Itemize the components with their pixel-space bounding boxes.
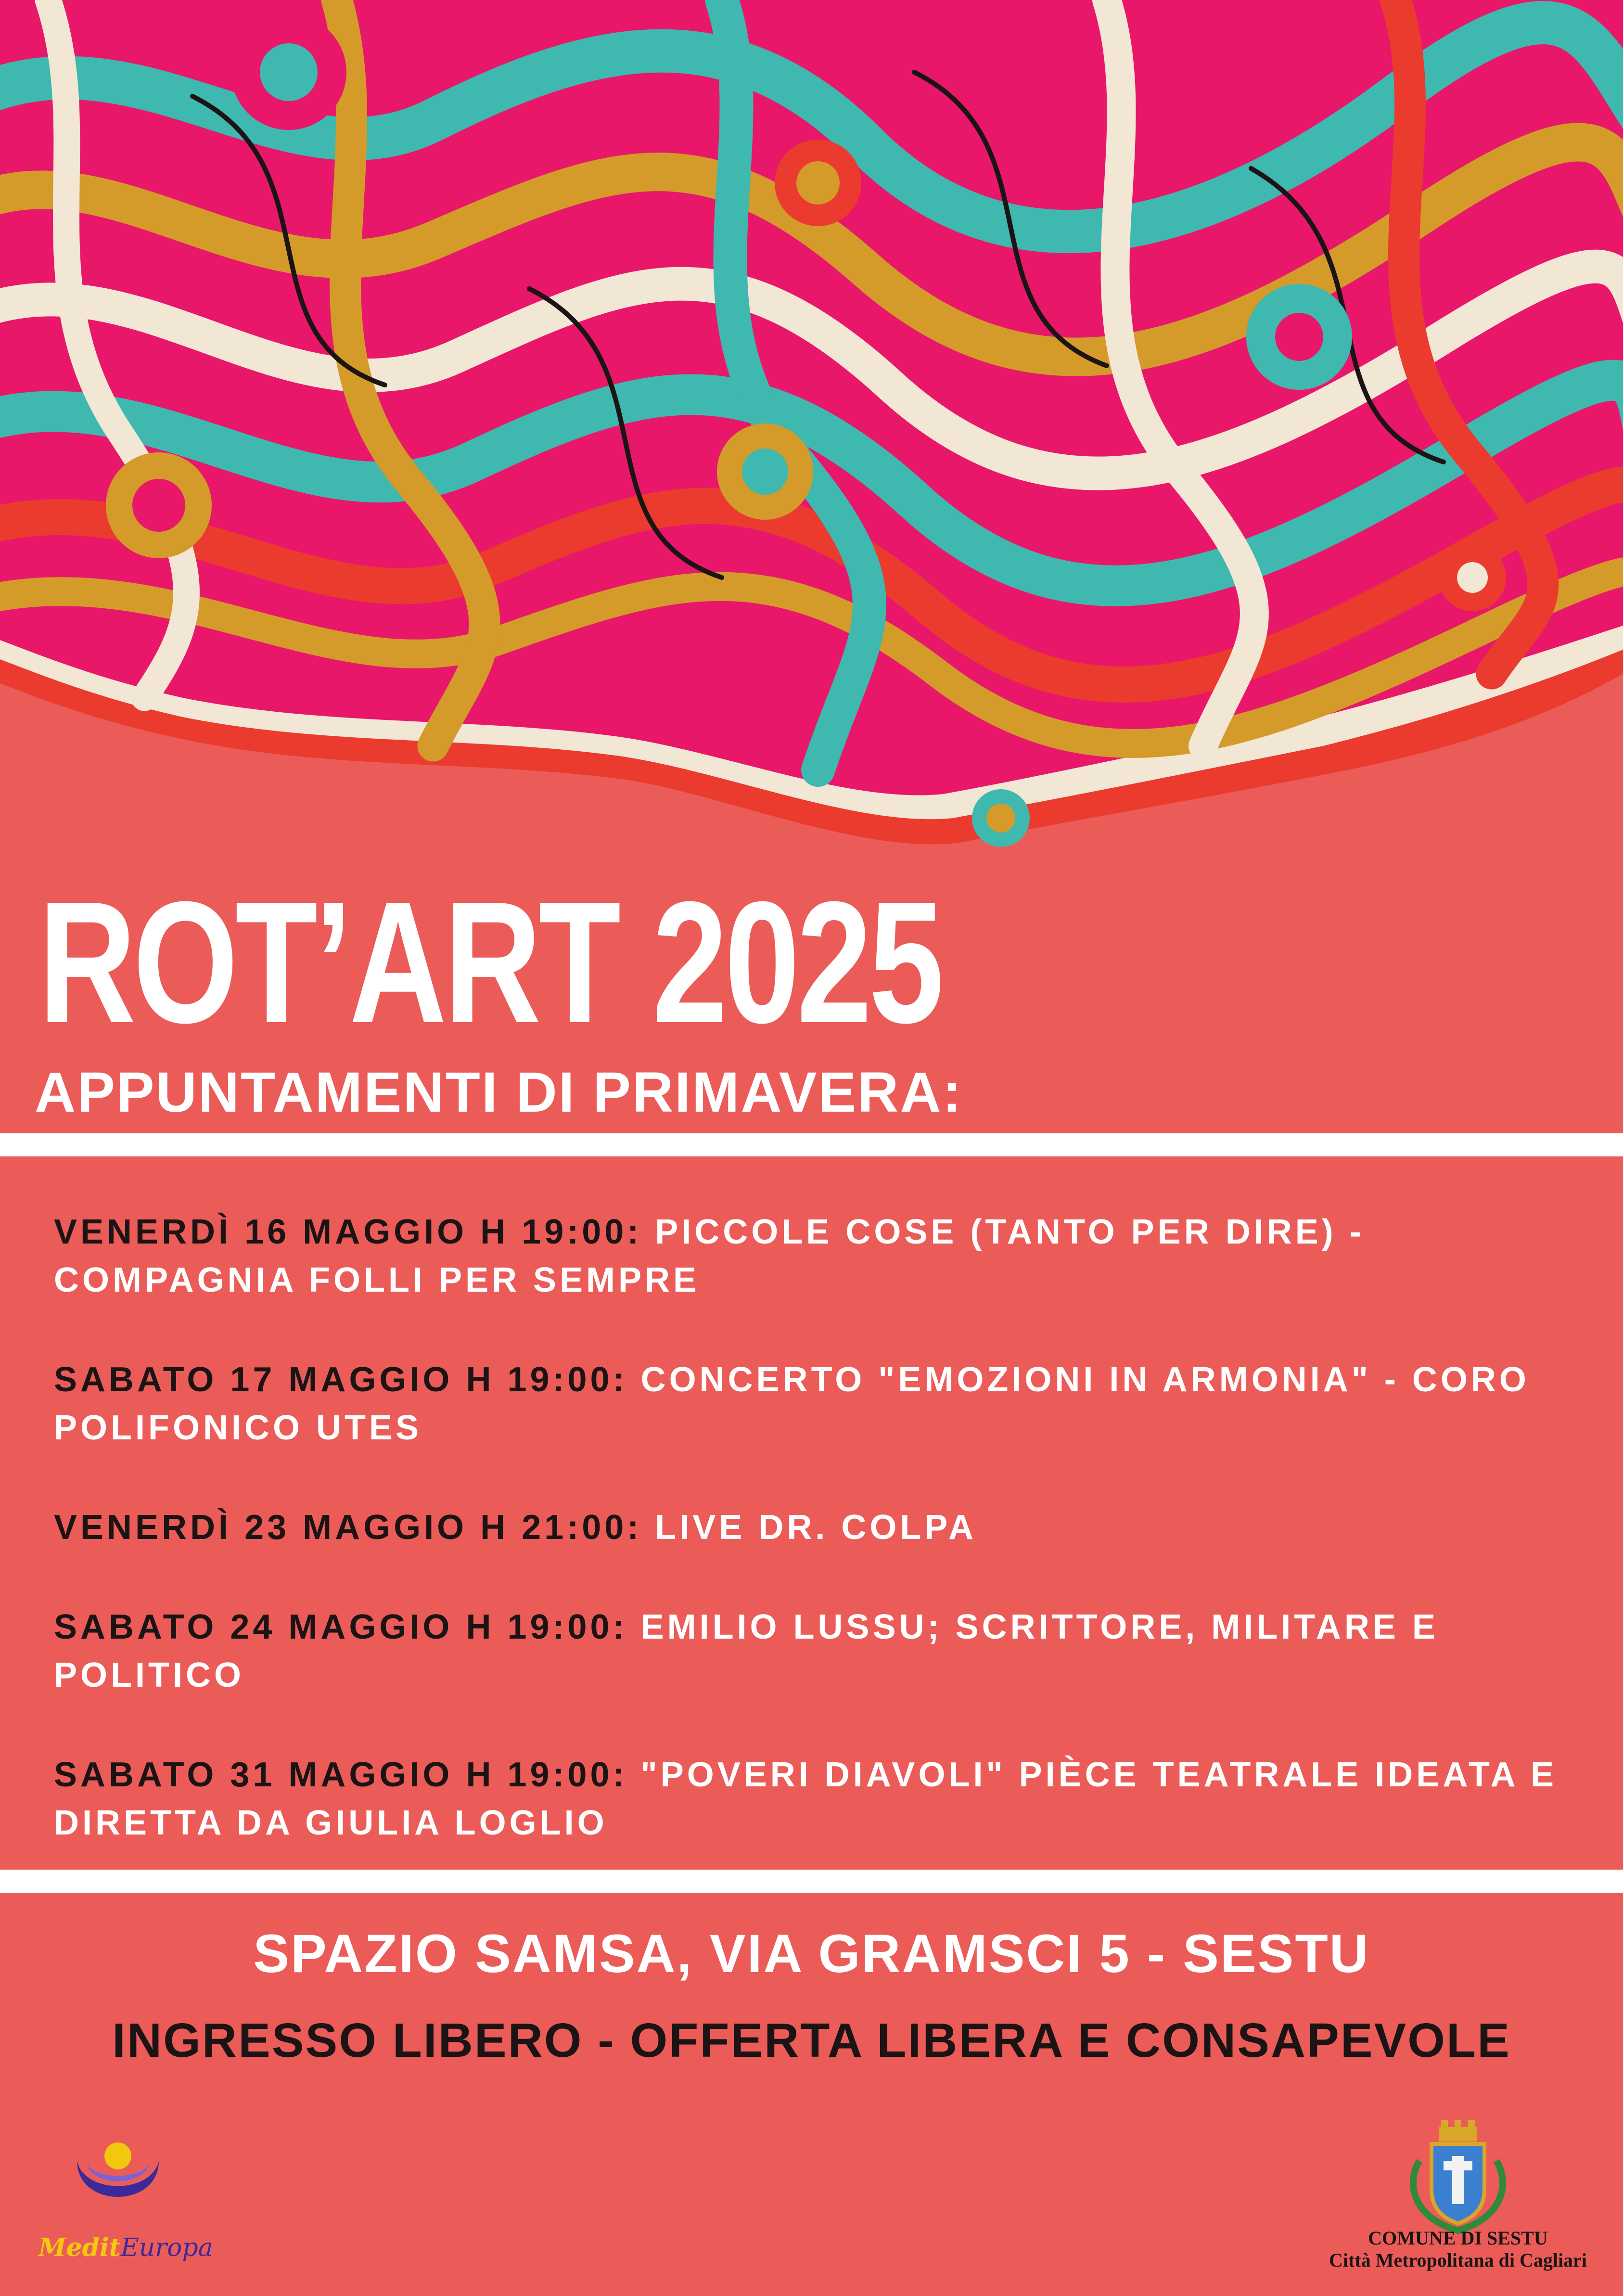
association-name-sub: Europa (120, 2233, 213, 2262)
comune-di-sestu-logo (1309, 2117, 1607, 2286)
event-description: PICCOLE COSE (TANTO PER DIRE) - COMPAGNIA FOLLI PER SEMPRE (54, 1213, 1365, 1299)
event-list (54, 1208, 1570, 1898)
meditteuropa-logo (34, 2137, 213, 2281)
divider-top (0, 1133, 1623, 1156)
event-description: LIVE DR. COLPA (642, 1508, 977, 1547)
event-datetime: SABATO 24 MAGGIO H 19:00: (54, 1608, 628, 1646)
association-name-main: Medit (38, 2233, 121, 2262)
comune-subtitle: Città Metropolitana di Cagliari (1329, 2249, 1587, 2271)
event-item (54, 1208, 1570, 1304)
divider-bottom (0, 1870, 1623, 1893)
event-item (54, 1751, 1570, 1847)
association-logo-icon (34, 2137, 207, 2233)
event-datetime: SABATO 17 MAGGIO H 19:00: (54, 1360, 628, 1399)
event-item (54, 1356, 1570, 1452)
event-description: EMILIO LUSSU; SCRITTORE, MILITARE E POLITICO (54, 1608, 1439, 1694)
comune-caption (1309, 2227, 1607, 2271)
association-name (38, 2233, 213, 2262)
poster-title: ROT’ART 2025 (38, 866, 941, 1059)
event-datetime: SABATO 31 MAGGIO H 19:00: (54, 1756, 628, 1794)
event-datetime: VENERDÌ 16 MAGGIO H 19:00: (54, 1213, 642, 1251)
entry-info: INGRESSO LIBERO - OFFERTA LIBERA E CONSAPEVOLE (112, 2014, 1511, 2067)
event-description: CONCERTO "EMOZIONI IN ARMONIA" - CORO POLIFONICO UTES (54, 1360, 1530, 1447)
event-item (54, 1603, 1570, 1699)
decorative-swirl-artwork (0, 0, 1623, 962)
event-description: "POVERI DIAVOLI" PIÈCE TEATRALE IDEATA E DIRETTA DA GIULIA LOGLIO (54, 1756, 1557, 1842)
event-datetime: VENERDÌ 23 MAGGIO H 21:00: (54, 1508, 642, 1547)
municipal-crest-icon (1400, 2117, 1516, 2238)
event-item (54, 1503, 1570, 1552)
venue-address: SPAZIO SAMSA, VIA GRAMSCI 5 - SESTU (253, 1924, 1370, 1984)
poster-subtitle: APPUNTAMENTI DI PRIMAVERA: (35, 1061, 963, 1124)
comune-name: COMUNE DI SESTU (1368, 2227, 1548, 2249)
